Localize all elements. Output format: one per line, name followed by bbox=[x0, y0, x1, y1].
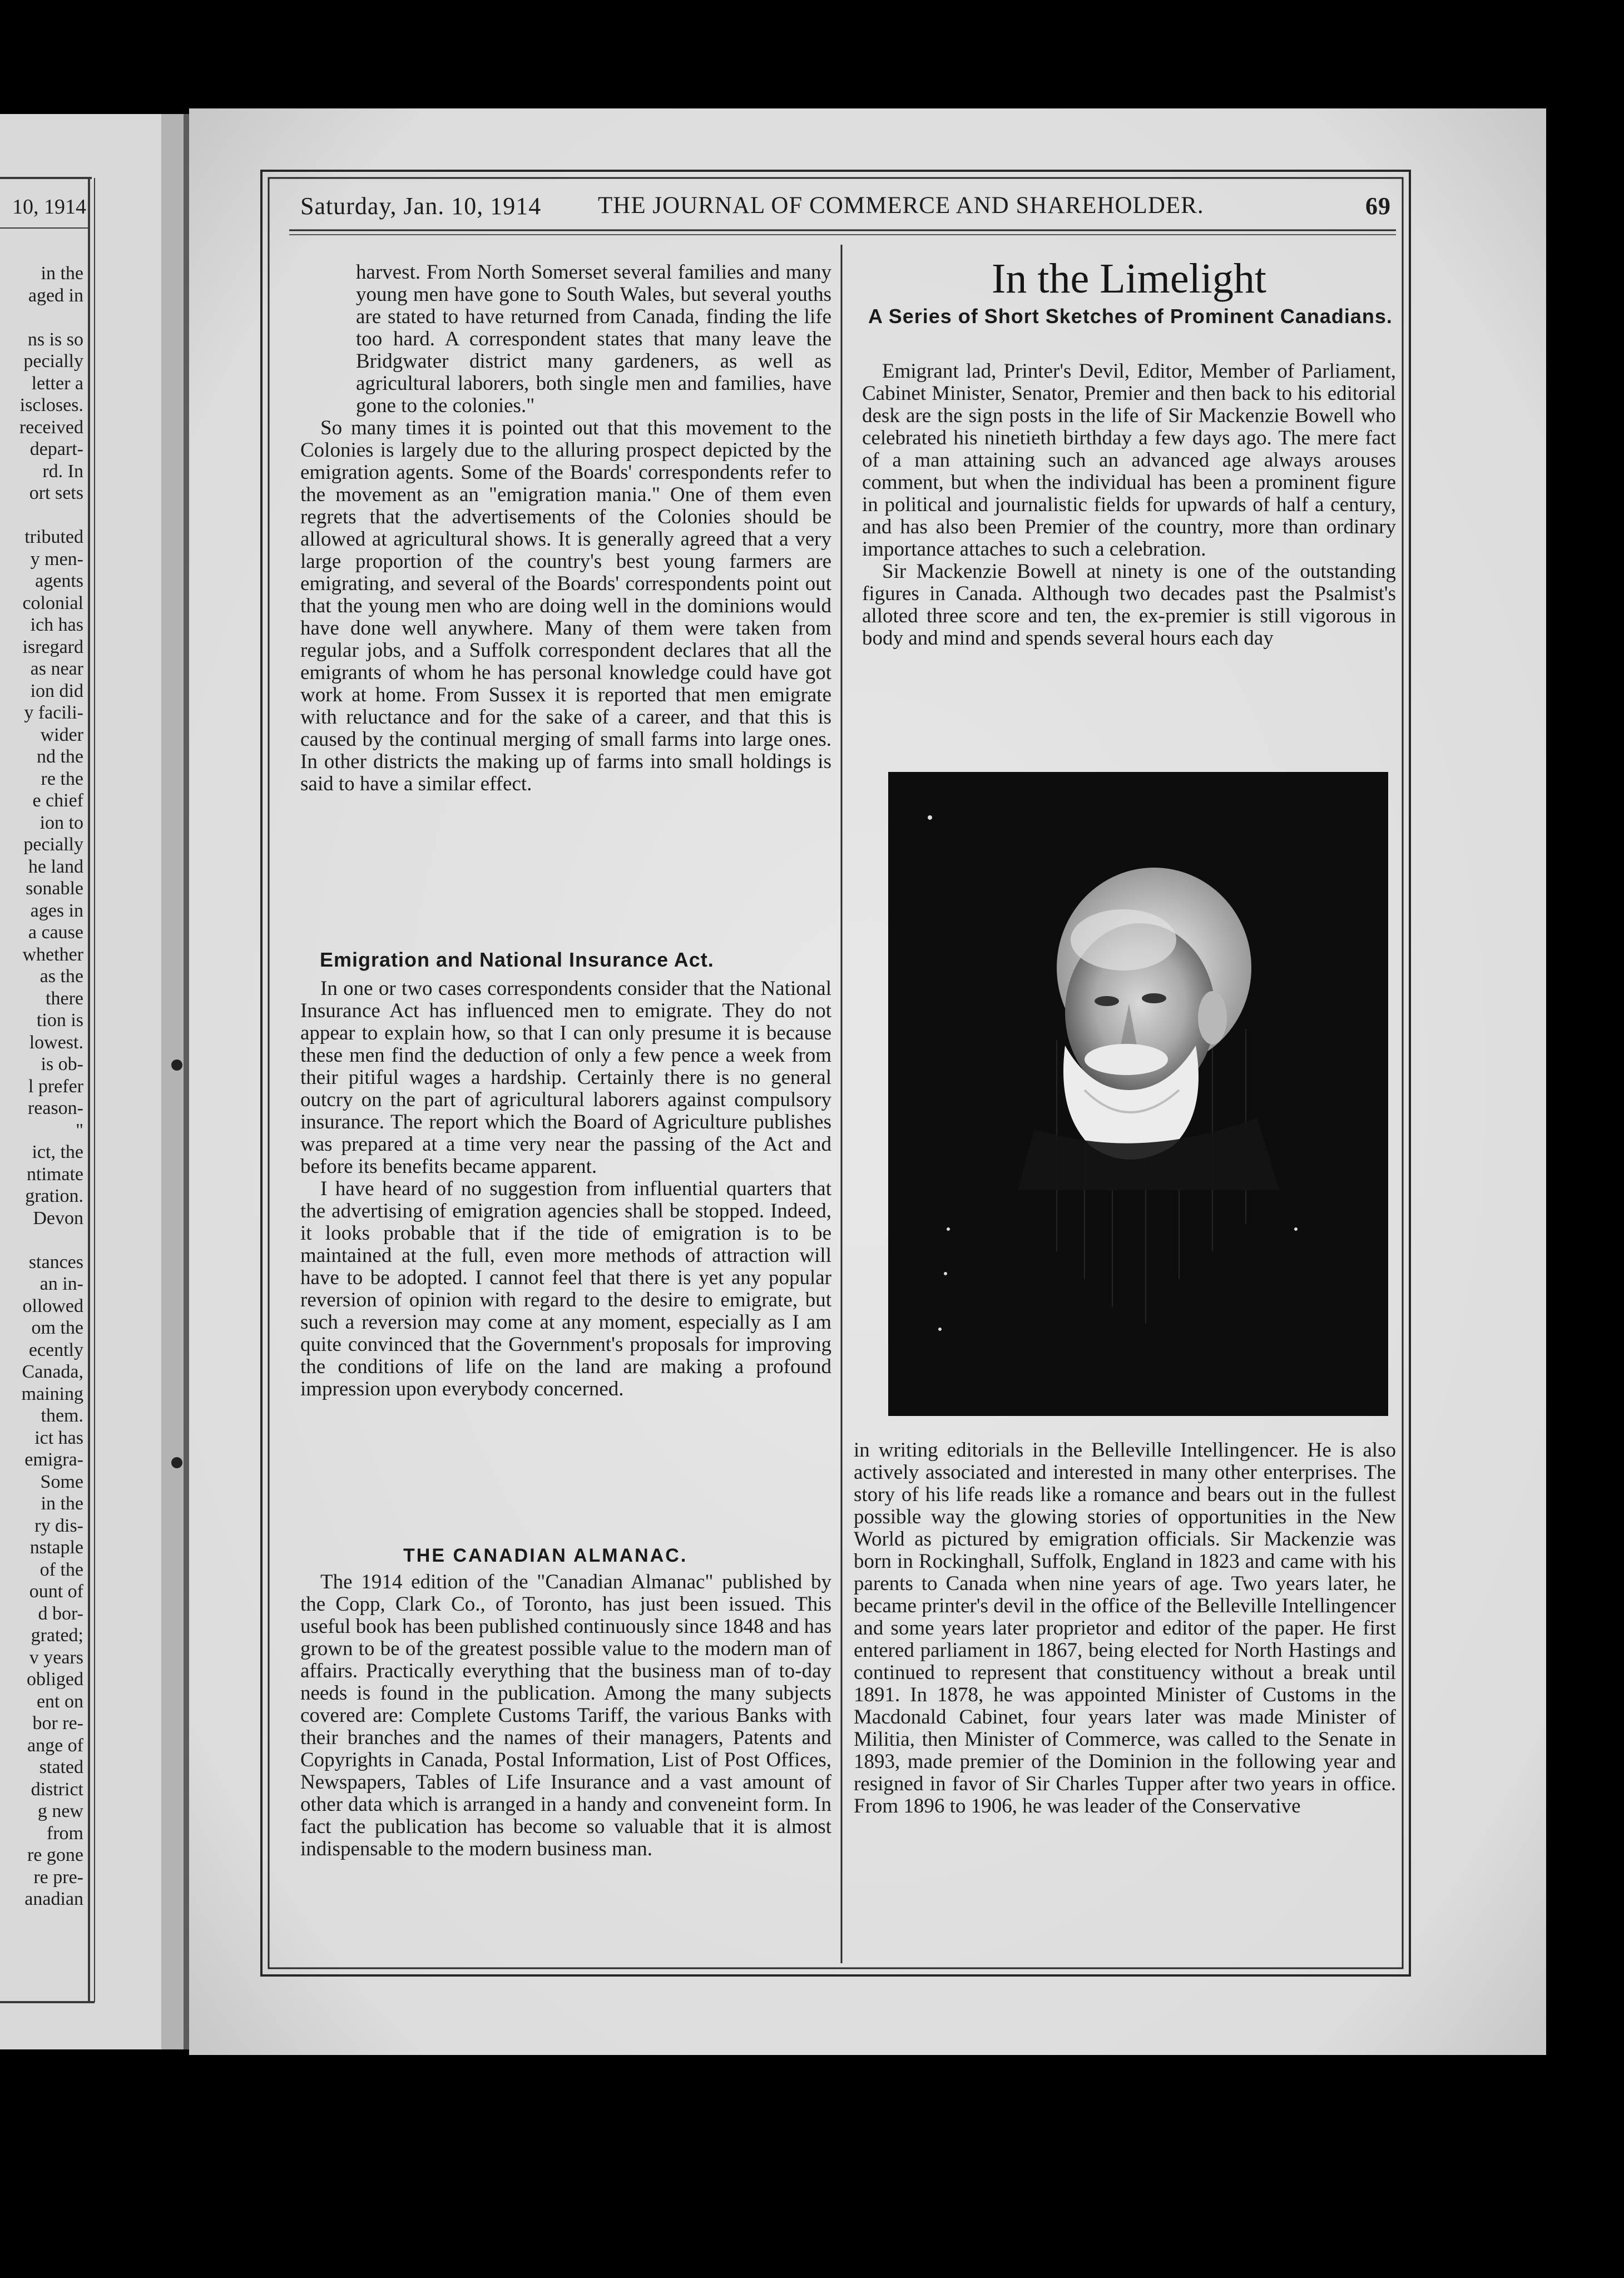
left-page-line: gration. bbox=[25, 1186, 83, 1206]
left-page-line: " bbox=[76, 1120, 83, 1141]
left-page-line: letter a bbox=[31, 373, 83, 394]
paragraph: In one or two cases correspondents consider that the National Insurance Act has influenced men to emigrate. They do not appear to explain how, so that I can only presume it is because these men find the deduction of only a few pence a week from their pitiful wages a hardship. Certainly there is no general outcry on the part of agricultural laborers against compulsory insurance. The report which the Board of Agriculture publishes was prepared at a time very near the passing of the Act and before its benefits became apparent. bbox=[300, 977, 831, 1178]
left-page-line: ntimate bbox=[27, 1163, 83, 1185]
paragraph: I have heard of no suggestion from influential quarters that the advertising of emigration agencies shall be stopped. Indeed, it looks probable that if the tide of emigration is to be maintained at the full, even more methods of attraction will have to be adopted. I cannot feel that there is yet any popular reversion of opinion with regard to the desire to emigrate, but such a reversion may come at any moment, especially as I am quite convinced that the Government's proposals for improving the conditions of life on the land are making a profound impression upon everybody concerned. bbox=[300, 1177, 831, 1400]
left-page-line: a cause bbox=[28, 922, 83, 943]
left-page-line: colonial bbox=[22, 592, 83, 613]
left-page-line: re gone bbox=[27, 1845, 83, 1865]
left-page-line: y facili- bbox=[24, 702, 83, 723]
left-page-line: maining bbox=[21, 1383, 83, 1404]
left-page-line: Some bbox=[40, 1471, 83, 1492]
article-emigration-continued bbox=[300, 261, 831, 795]
left-page-line: aged in bbox=[28, 285, 83, 306]
left-page-line: d bor- bbox=[38, 1603, 83, 1624]
left-page-line bbox=[0, 1229, 83, 1251]
left-page-line: pecially bbox=[23, 351, 83, 372]
left-page-line: tributed bbox=[24, 527, 83, 547]
left-page-line: v years bbox=[29, 1647, 83, 1668]
left-page-line: ich has bbox=[30, 615, 83, 635]
left-page-line: iscloses. bbox=[19, 395, 83, 415]
left-page-line: l prefer bbox=[28, 1076, 83, 1097]
left-page-line: ict, the bbox=[32, 1142, 83, 1162]
left-page-line: tion is bbox=[36, 1010, 83, 1031]
subheading-national-insurance: Emigration and National Insurance Act. bbox=[320, 948, 714, 971]
left-page-line: ages in bbox=[30, 900, 83, 921]
left-page-line: is ob- bbox=[41, 1054, 83, 1074]
left-page-line: sonable bbox=[26, 878, 83, 899]
left-page-line: emigra- bbox=[24, 1449, 83, 1470]
paragraph: in writing editorials in the Belleville Intellingencer. He is also actively associated and interested in many other enterprises. The story of his life reads like a romance and bears out in the fullest possible way the glowing stories of opportunities in the New World as pictured by emigration officials. Sir Mackenzie was born in Rockinghall, Suffolk, England in 1823 and came with his parents to Canada when nine years of age. Two years later, he became printer's devil in the office of the Belleville Intellingencer and some years later proprietor and editor of the paper. He first entered parliament in 1867, being elected for North Hastings and continued to represent that constituency without a break until 1891. In 1878, he was appointed Minister of Customs in the Macdonald Cabinet, four years later was made Minister of Militia, then Minister of Commerce, was called to the Senate in 1893, made premier of the Dominion in the following year and resigned in favor of Sir Charles Tupper after two years in office. From 1896 to 1906, he was leader of the Conservative bbox=[854, 1439, 1396, 1818]
left-page-line: of the bbox=[39, 1559, 83, 1580]
left-page-line: from bbox=[46, 1823, 83, 1844]
left-page-line bbox=[0, 306, 83, 329]
feature-subtitle: A Series of Short Sketches of Prominent Canadians. bbox=[868, 305, 1393, 328]
left-page-line: reason- bbox=[27, 1098, 83, 1118]
paragraph: The 1914 edition of the "Canadian Almanac" published by the Copp, Clark Co., of Toronto, has just been issued. This useful book has been published continuously since 1848 and has grown to be of the greatest possible value to the modern man of affairs. Practically everything that the business man of to-day needs is found in the publication. Among the many subjects covered are: Complete Customs Tariff, the various Banks with their branches and the names of their managers, Patents and Copyrights in Canada, Postal Information, List of Post Offices, Newspapers, Tables of Life Insurance and a vast amount of other data which is arranged in a handy and conveneint form. In fact the publication has become so valuable that it is almost indispensable to the modern business man. bbox=[300, 1571, 831, 1860]
left-page-line: as near bbox=[30, 658, 83, 679]
left-page-line: ent on bbox=[36, 1691, 83, 1712]
article-insurance-section bbox=[300, 978, 831, 1400]
left-page-line: grated; bbox=[31, 1625, 83, 1646]
left-page-line: he land bbox=[28, 856, 83, 877]
left-page-date: 10, 1914 bbox=[12, 195, 86, 219]
left-page-line: e chief bbox=[32, 790, 83, 811]
left-page-line: re pre- bbox=[33, 1866, 83, 1888]
left-page-line: ollowed bbox=[22, 1295, 83, 1316]
left-page-line: ort sets bbox=[29, 483, 83, 503]
left-page-line: in the bbox=[41, 1493, 83, 1514]
left-page-line: ion did bbox=[30, 680, 83, 701]
left-page-line bbox=[0, 504, 83, 527]
article-canadian-almanac bbox=[300, 1571, 831, 1860]
feature-title: In the Limelight bbox=[992, 255, 1266, 302]
left-page-line: ry dis- bbox=[34, 1515, 83, 1536]
left-page-line: Devon bbox=[33, 1207, 83, 1229]
left-page-line: whether bbox=[22, 944, 83, 965]
header-date: Saturday, Jan. 10, 1914 bbox=[300, 192, 542, 220]
left-page-line: re the bbox=[41, 768, 83, 789]
left-page-line: pecially bbox=[23, 834, 83, 855]
left-page-line: them. bbox=[41, 1405, 83, 1426]
left-page-line: lowest. bbox=[29, 1032, 83, 1053]
feature-continued bbox=[854, 1439, 1396, 1818]
left-page-line: isregard bbox=[22, 636, 83, 657]
left-page-line: g new bbox=[37, 1801, 83, 1821]
left-page-line: agents bbox=[35, 571, 83, 591]
left-page-line: anadian bbox=[24, 1889, 83, 1909]
left-page-line: stated bbox=[39, 1757, 83, 1777]
paragraph: Sir Mackenzie Bowell at ninety is one of the outstanding figures in Canada. Although two decades past the Psalmist's alloted three score and ten, the ex-premier is still vigorous in body and mind and spends several hours each day bbox=[862, 560, 1396, 650]
left-page-line: om the bbox=[31, 1318, 83, 1338]
left-page-line: obliged bbox=[27, 1669, 83, 1690]
paragraph: Emigrant lad, Printer's Devil, Editor, Member of Parliament, Cabinet Minister, Senator, Premier and then back to his editorial desk are the sign posts in the life of Sir Mackenzie Bowell who celebrated his ninetieth birthday a few days ago. The mere fact of a man attaining such an advanced age always arouses comment, but when the individual has been a prominent figure in political and journalistic fields for upwards of half a century, and has also been Premier of the country, more than ordinary importance attaches to such a celebration. bbox=[862, 360, 1396, 561]
left-page-line: stances bbox=[28, 1251, 83, 1272]
heading-canadian-almanac: THE CANADIAN ALMANAC. bbox=[403, 1545, 688, 1566]
left-page-line: nd the bbox=[36, 746, 83, 767]
left-page-line: as the bbox=[39, 966, 83, 987]
left-page-line: Canada, bbox=[22, 1361, 83, 1382]
left-page-line: bor re- bbox=[32, 1713, 83, 1734]
left-page-line: ecently bbox=[28, 1339, 83, 1360]
left-page-line: ict has bbox=[34, 1427, 83, 1448]
paragraph: harvest. From North Somerset several families and many young men have gone to South Wales, but several youths are stated to have returned from Canada, finding the life too hard. A correspondent states that many leave the Bridgwater district many gardeners, as well as agricultural laborers, both single men and families, have gone to the colonies." bbox=[356, 261, 831, 417]
left-page-text-fragment bbox=[0, 263, 83, 1910]
left-page-line: district bbox=[31, 1779, 83, 1800]
left-page-line: ion to bbox=[39, 812, 83, 833]
left-page-line: nstaple bbox=[29, 1537, 83, 1558]
left-page-line: received bbox=[19, 417, 83, 438]
left-page-line: wider bbox=[40, 724, 83, 745]
left-page-line: ount of bbox=[29, 1581, 83, 1602]
left-page-line: an in- bbox=[39, 1274, 83, 1294]
page-number: 69 bbox=[1365, 192, 1391, 220]
paragraph: So many times it is pointed out that this movement to the Colonies is largely due to the alluring prospect depicted by the emigration agents. Some of the Boards' correspondents refer to the movement as an "emigration mania." One of them even regrets that the advertisements of the Colonies should be allowed at agricultural shows. It is generally agreed that a very large proportion of the country's best young farmers are emigrating, and several of the Boards' correspondents point out that the young men who are doing well in the dominions would have done well anywhere. Many of them were taken from regular jobs, and a Suffolk correspondent declares that all the emigrants of whom he has personal knowledge could have got work at home. From Sussex it is reported that men emigrate with reluctance and for the sake of a career, and that this is caused by the continual merging of small farms into large ones. In other districts the making up of farms into small holdings is said to have a similar effect. bbox=[300, 417, 831, 795]
left-page-line: ns is so bbox=[27, 329, 83, 350]
left-page-line: rd. In bbox=[42, 460, 83, 482]
header-journal-title: THE JOURNAL OF COMMERCE AND SHAREHOLDER. bbox=[598, 192, 1204, 219]
left-page-line: ange of bbox=[27, 1735, 83, 1756]
left-page-line: there bbox=[46, 988, 83, 1009]
left-page-line: y men- bbox=[30, 548, 83, 570]
left-page-line: in the bbox=[41, 263, 83, 284]
feature-intro bbox=[862, 360, 1396, 650]
left-page-line: depart- bbox=[29, 439, 83, 459]
